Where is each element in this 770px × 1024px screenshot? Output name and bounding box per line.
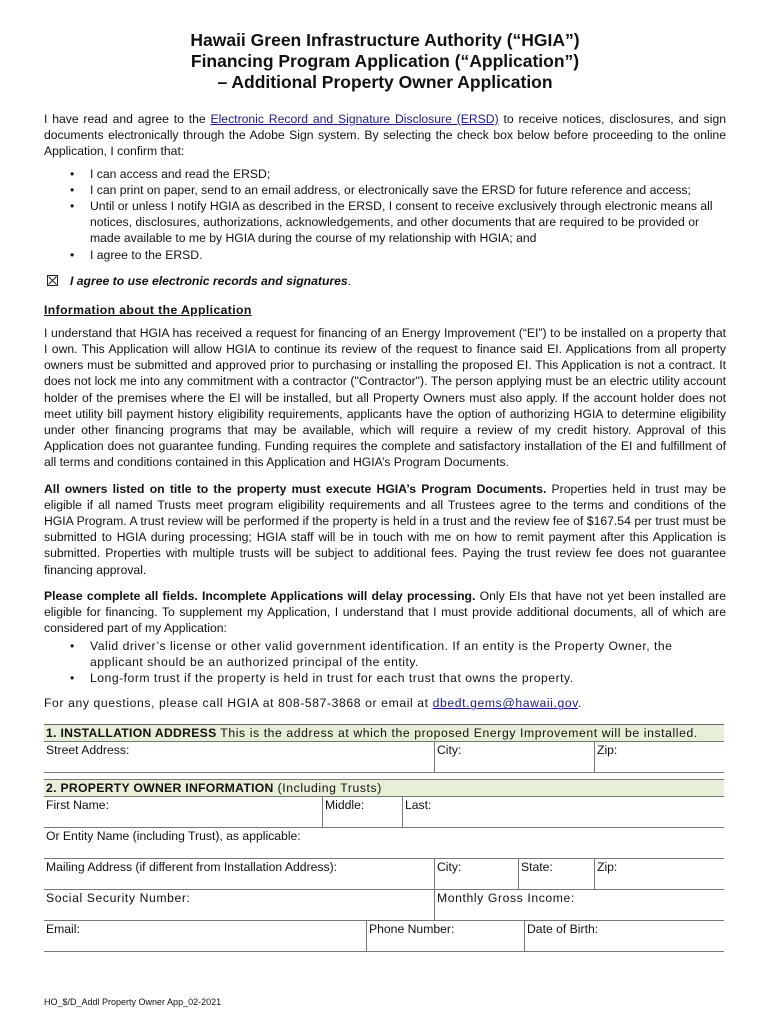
owners-notice: All owners listed on title to the property must execute HGIA’s Program Documents. [44,481,547,496]
complete-fields-notice: Please complete all fields. Incomplete Applications will delay processing. [44,588,476,603]
entity-name-label: Or Entity Name (including Trust), as applicable: [46,829,301,844]
section-1-header [44,725,724,742]
supplement-details: Only EIs that have not yet been installed are eligible for financing. To supplement my Application, I understand that I must provide additional documents, all of which are considered part of my Application: [44,588,726,636]
ssn-label: Social Security Number: [46,891,191,906]
required-document-item: • Long-form trust if the property is held in trust for each trust that owns the property. [90,670,726,686]
contact-email-link[interactable]: dbedt.gems@hawaii.gov [432,696,578,711]
mailing-city-field[interactable] [434,859,518,889]
agree-checkbox[interactable] [47,275,58,286]
email-field[interactable] [44,921,366,951]
mailing-address-label: Mailing Address (if different from Installation Address): [46,860,338,875]
entity-name-field[interactable] [44,828,724,858]
date-of-birth-label: Date of Birth: [527,922,599,937]
intro-text-start: I have read and agree to the [44,112,211,126]
installation-zip-label: Zip: [597,743,618,758]
ersd-link[interactable]: Electronic Record and Signature Disclosure (ERSD) [210,112,499,126]
mailing-state-label: State: [521,860,553,875]
required-documents-list [44,638,726,686]
monthly-income-field[interactable] [434,890,724,920]
phone-number-label: Phone Number: [369,922,455,937]
mailing-zip-field[interactable] [594,859,724,889]
intro-text-end: to receive notices, disclosures, and sign documents electronically through the Adobe Sign system. By selecting the check box below before proceeding to the online Application, I confirm that: [44,112,726,159]
monthly-income-label: Monthly Gross Income: [437,891,575,906]
middle-name-field[interactable] [322,797,402,827]
first-name-label: First Name: [46,798,109,813]
mailing-city-label: City: [437,860,462,875]
email-label: Email: [46,922,80,937]
info-paragraph-1: I understand that HGIA has received a request for financing of an Energy Improvement (“EI”) to be installed on a property that I own. This Application will allow HGIA to continue its review of the request to finance said EI. Applications from all property owners must be submitted and approved prior to purchasing or installing the proposed EI. This Application is not a contract. It does not lock me into any commitment with a contractor ("Contractor"). The person applying must be an electric utility account holder of the premises where the EI will be installed, but all Property Owners must also apply. If the account holder does not meet utility bill payment history eligibility requirements, applicants have the option of authorizing HGIA to determine eligibility under other financing programs that may be available, which will require a review of my credit history. Approval of this Application does not guarantee funding. Funding requires the complete and satisfactory installation of the EI and fulfillment of all terms and conditions contained in this Application and HGIA’s Program Documents. [44,325,726,470]
last-name-label: Last: [405,798,432,813]
info-paragraph-3 [44,588,726,637]
contact-line [44,696,726,710]
agree-label: I agree to use electronic records and signatures [70,273,348,288]
consent-item: • I can print on paper, send to an email address, or electronically save the ERSD for future reference and access; [90,182,726,198]
mailing-zip-label: Zip: [597,860,618,875]
ssn-field[interactable] [44,890,434,920]
installation-city-field[interactable] [434,742,594,772]
street-address-label: Street Address: [46,743,130,758]
agree-row [44,273,726,289]
section-2-title: 2. PROPERTY OWNER INFORMATION [46,781,274,796]
installation-zip-field[interactable] [594,742,724,772]
title-line-1: Hawaii Green Infrastructure Authority (“HGIA”) [190,30,580,50]
contact-info-row [44,921,724,952]
agree-suffix: . [347,273,352,288]
intro-paragraph [44,111,726,160]
ssn-income-row [44,890,724,921]
entity-name-row [44,828,724,859]
mailing-address-row [44,859,724,890]
date-of-birth-field[interactable] [524,921,724,951]
contact-suffix: . [578,696,582,711]
mailing-address-field[interactable] [44,859,434,889]
installation-address-row [44,742,724,773]
contact-text: For any questions, please call HGIA at 808-587-3868 or email at [44,696,433,711]
last-name-field[interactable] [402,797,724,827]
info-heading: Information about the Application [44,302,252,317]
section-1-title: 1. INSTALLATION ADDRESS [46,726,217,741]
consent-item: • I agree to the ERSD. [90,247,726,263]
phone-number-field[interactable] [366,921,524,951]
section-1-note: This is the address at which the proposed Energy Improvement will be installed. [216,726,698,741]
section-2-note: (Including Trusts) [273,781,382,796]
consent-item: • I can access and read the ERSD; [90,166,726,182]
trust-details: Properties held in trust may be eligible if all named Trusts meet program eligibility requirements and all Trustees agree to the terms and conditions of the HGIA Program. A trust review will be performed if the property is held in a trust and the review fee of $167.54 per trust must be submitted to HGIA during processing; HGIA staff will be in touch with me on how to remit payment after this Application is submitted. Properties with multiple trusts will be subject to additional fees. Paying the trust review fee does not guarantee financing approval. [44,481,726,577]
required-document-item: • Valid driver’s license or other valid government identification. If an entity is the Property Owner, the applicant should be an authorized principal of the entity. [90,638,726,670]
first-name-field[interactable] [44,797,322,827]
consent-item: • Until or unless I notify HGIA as described in the ERSD, I consent to receive exclusively through electronic means all notices, disclosures, authorizations, acknowledgements, and other documents that are required to be provided or made available to me by HGIA during the course of my relationship with HGIA; and [90,198,726,247]
application-form [44,724,724,952]
consent-list [44,166,726,263]
form-footer: HO_$/D_Addl Property Owner App_02-2021 [44,997,222,1007]
title-line-3: – Additional Property Owner Application [217,72,553,92]
owner-name-row [44,797,724,828]
title-line-2: Financing Program Application (“Application”) [190,51,580,71]
document-title [44,30,726,93]
middle-name-label: Middle: [325,798,365,813]
mailing-state-field[interactable] [518,859,594,889]
section-2-header [44,779,724,797]
installation-city-label: City: [437,743,462,758]
street-address-field[interactable] [44,742,434,772]
info-paragraph-2 [44,481,726,578]
